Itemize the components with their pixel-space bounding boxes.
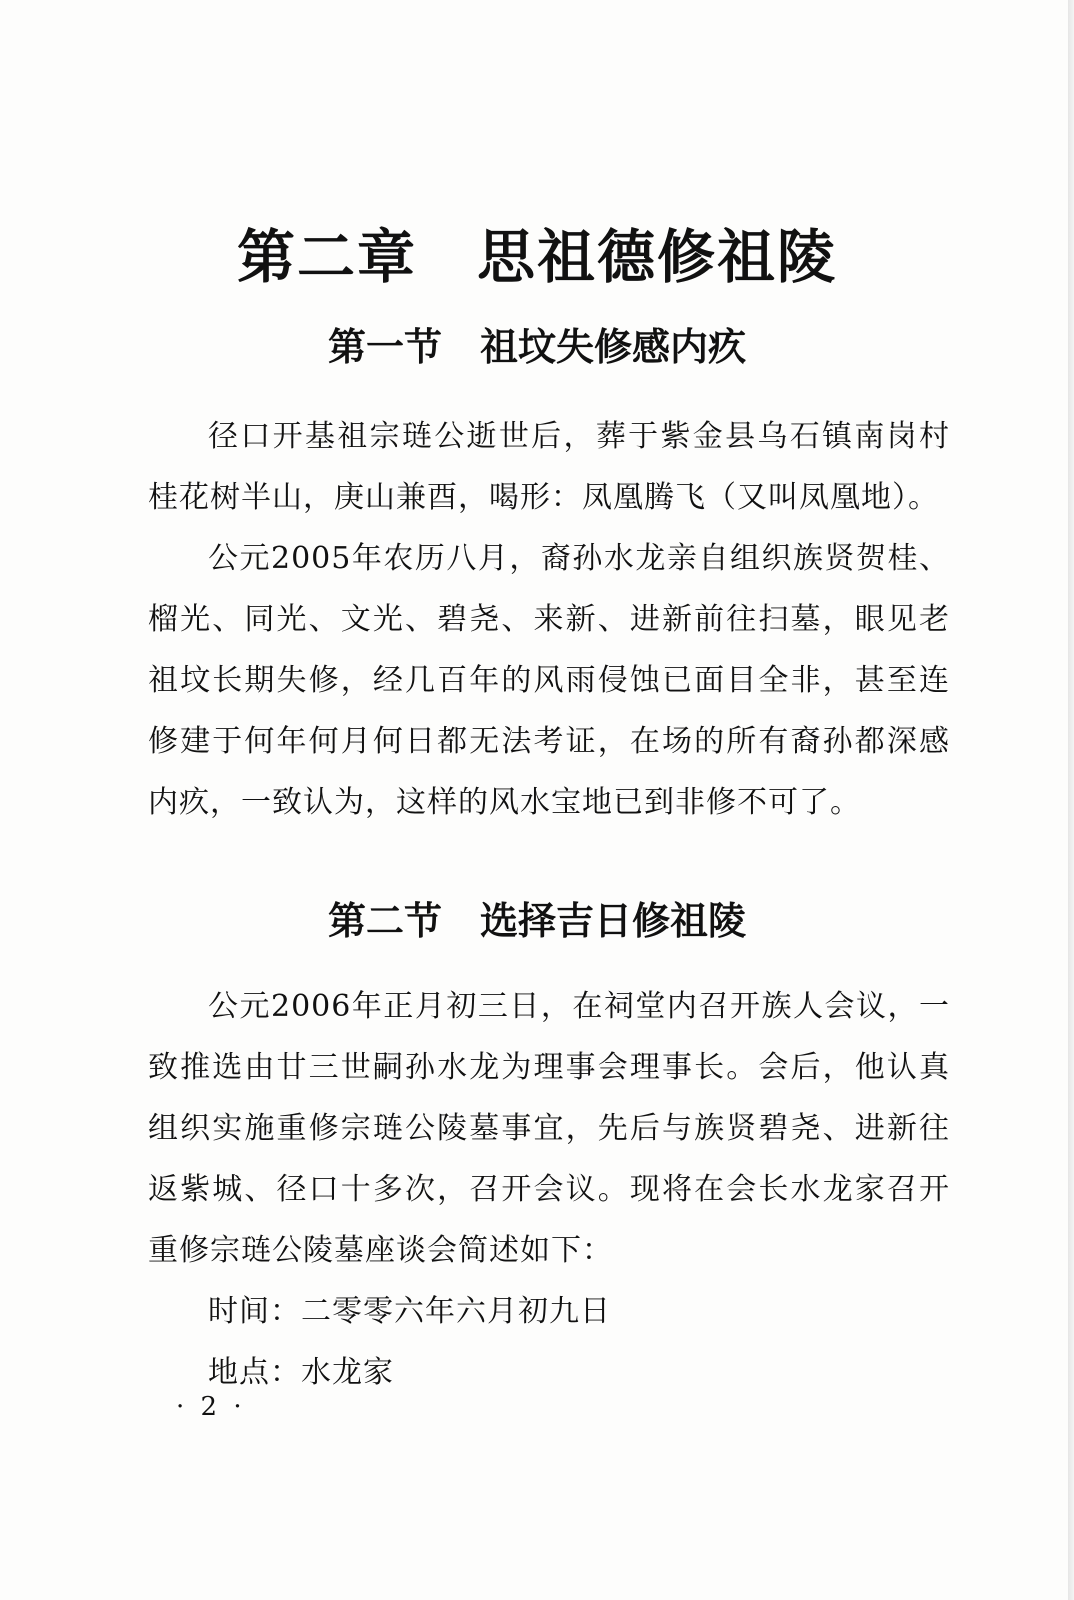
section-1-paragraph-2: 公元2005年农历八月，裔孙水龙亲自组织族贤贺桂、榴光、同光、文光、碧尧、来新、进新前往扫墓，眼见老祖坟长期失修，经几百年的风雨侵蚀已面目全非，甚至连修建于何年何月何日都无法考证，在场的所有裔孙都深感内疚，一致认为，这样的风水宝地已到非修不可了。 <box>148 541 950 820</box>
meeting-time-line: 时间：二零零六年六月初九日 <box>208 1294 611 1329</box>
section-1-title: 第一节 祖坟失修感内疚 <box>327 325 746 369</box>
section-1-paragraph-1: 径口开基祖宗琏公逝世后，葬于紫金县乌石镇南岗村桂花树半山，庚山兼酉，喝形：凤凰腾飞（又叫凤凰地）。 <box>148 419 950 515</box>
meeting-place-line: 地点：水龙家 <box>208 1355 394 1390</box>
page-number: · 2 · <box>176 1392 246 1422</box>
section-2-paragraph-1: 公元2006年正月初三日，在祠堂内召开族人会议，一致推选由廿三世嗣孙水龙为理事会理事长。会后，他认真组织实施重修宗琏公陵墓事宜，先后与族贤碧尧、进新往返紫城、径口十多次，召开会议。现将在会长水龙家召开重修宗琏公陵墓座谈会简述如下： <box>148 989 950 1268</box>
section-2-title: 第二节 选择吉日修祖陵 <box>327 899 746 943</box>
section-1-body <box>148 406 950 833</box>
section-2-body <box>148 976 950 1403</box>
chapter-title: 第二章 思祖德修祖陵 <box>236 223 837 291</box>
